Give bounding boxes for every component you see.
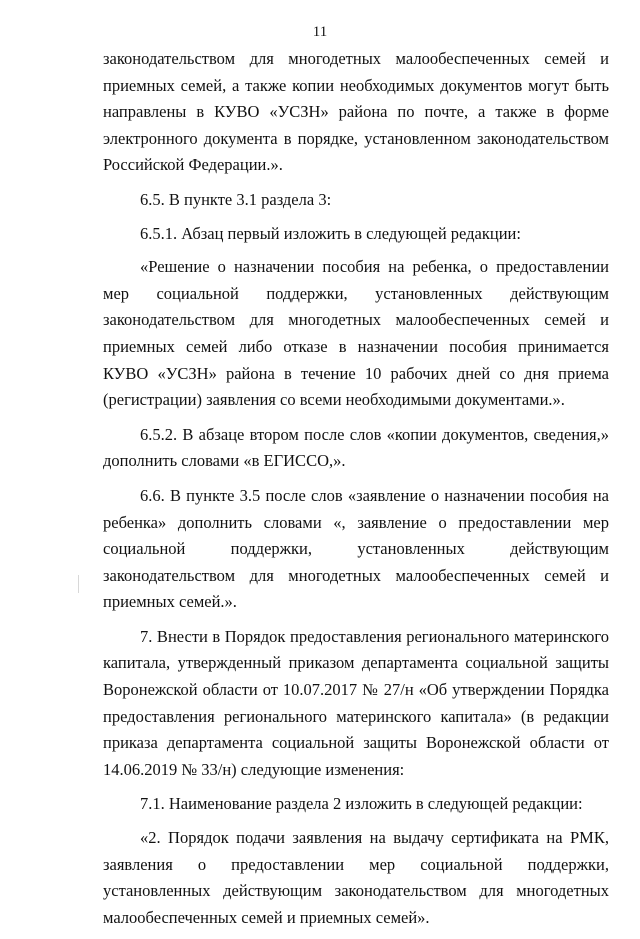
paragraph-6-5-1: 6.5.1. Абзац первый изложить в следующей редакции: [140,223,521,243]
paragraph-6-5-2: 6.5.2. В абзаце втором после слов «копии документов, сведения,» дополнить словами «в ЕГИССО,». [103,424,609,471]
paragraph-quote-section-2: «2. Порядок подачи заявления на выдачу сертификата на РМК, заявления о предоставлении мер социальной поддержки, установленных действующим законодательством для многодетных малообеспеченных семей и приемных семей». [103,828,609,927]
paragraph-7: 7. Внести в Порядок предоставления регионального материнского капитала, утвержденный приказом департамента социальной защиты Воронежской области от 10.07.2017 № 27/н «Об утверждении Порядка предоставления регионального материнского капитала» (в редакции приказа департамента социальной защиты Воронежской области от 14.06.2019 № 33/н) следующие изменения: [103,626,609,779]
paragraph-continuation: законодательством для многодетных малообеспеченных семей и приемных семей, а также копии необходимых документов могут быть направлены в КУВО «УСЗН» района по почте, а также в форме электронного документа в порядке, установленном законодательством Российской Федерации.». [103,49,609,175]
margin-mark [78,575,79,593]
document-body [103,46,609,939]
paragraph-quote-decision: «Решение о назначении пособия на ребенка, о предоставлении мер социальной поддержки, установленных действующим законодательством для многодетных малообеспеченных семей и приемных семей либо отказе в назначении пособия принимается КУВО «УСЗН» района в течение 10 рабочих дней со дня приема (регистрации) заявления со всеми необходимыми документами.». [103,257,609,410]
paragraph-6-6: 6.6. В пункте 3.5 после слов «заявление о назначении пособия на ребенка» дополнить словами «, заявление о предоставлении мер социальной поддержки, установленных действующим законодательством для многодетных малообеспеченных семей и приемных семей.». [103,485,609,612]
paragraph-7-1: 7.1. Наименование раздела 2 изложить в следующей редакции: [140,794,583,814]
paragraph-6-5: 6.5. В пункте 3.1 раздела 3: [140,189,332,209]
page-number: 11 [312,24,328,40]
